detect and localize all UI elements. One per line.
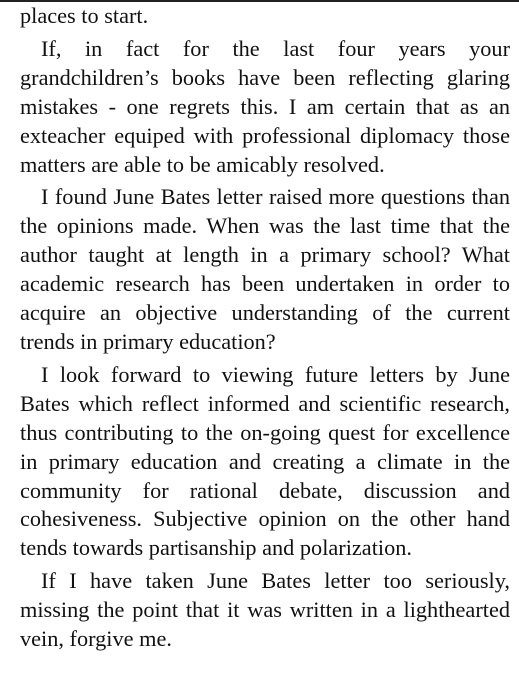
letter-column xyxy=(20,2,510,658)
paragraph-questions: I found June Bates letter raised more questions than the opinions made. When was the last time that the author taught at length in a primary school? What academic research has been undertaken in order to acquire an objective understanding of the current trends in primary education? xyxy=(20,184,510,354)
paragraph-grandchildren-books: If, in fact for the last four years your grandchildren’s books have been reflecting glaring mistakes - one regrets this. I am certain that as an exteacher equiped with professional diplomacy those matters are able to be amicably resolved. xyxy=(20,35,510,177)
paragraph-continuation: places to start. xyxy=(20,3,149,28)
paragraph-closing: If I have taken June Bates letter too seriously, missing the point that it was written in a lighthearted vein, forgive me. xyxy=(20,568,510,652)
paragraph-future-letters: I look forward to viewing future letters by June Bates which reflect informed and scientific research, thus contributing to the on-going quest for excellence in primary education and creating a climate in the community for rational debate, discussion and cohesiveness. Subjective opinion on the other hand tends towards partisanship and polarization. xyxy=(20,361,510,561)
